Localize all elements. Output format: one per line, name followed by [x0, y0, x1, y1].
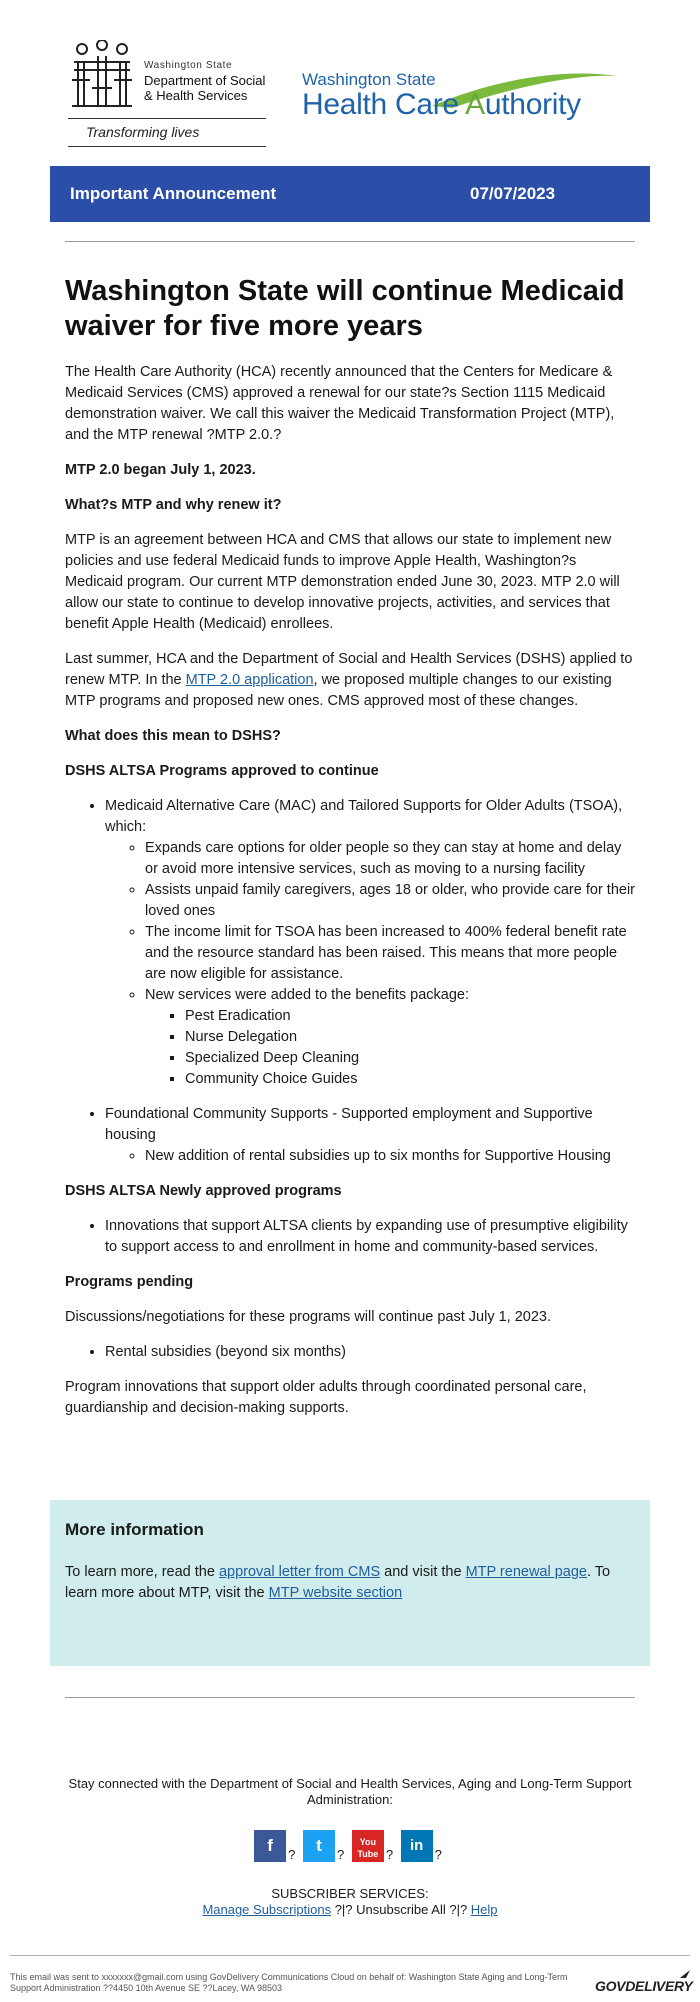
dshs-dept-line2: & Health Services [144, 88, 248, 103]
list-item [105, 796, 637, 1090]
fcs-list [65, 1104, 637, 1167]
banner-title: Important Announcement [70, 184, 277, 203]
fcs-sub-list [105, 1146, 637, 1167]
header-logos [50, 36, 650, 156]
hca-name-accent: A [465, 88, 485, 121]
new-programs-list [65, 1216, 637, 1258]
list-item [145, 985, 637, 1090]
subscriber-services [0, 1886, 700, 1918]
pending-footer-paragraph: Program innovations that support older adults through coordinated personal care, guardianship and decision-making supports. [65, 1379, 587, 1416]
mean-heading: What does this mean to DSHS? [65, 728, 281, 744]
help-link[interactable]: Help [470, 1902, 498, 1917]
social-separator: ? [288, 1847, 296, 1862]
dshs-dept-line1: Department of Social [144, 73, 266, 88]
pending-paragraph: Discussions/negotiations for these programs will continue past July 1, 2023. [65, 1309, 552, 1325]
mac-sub-list [105, 838, 637, 1090]
pending-list [65, 1342, 637, 1363]
list-item: ◦ Assists unpaid family caregivers, ages 18 or older, who provide care for their loved ones [145, 880, 637, 922]
hca-name-suffix: uthority [484, 88, 581, 121]
new-services-list [145, 1006, 637, 1090]
list-item: ▪ Specialized Deep Cleaning [185, 1048, 637, 1069]
hca-agency-name [302, 88, 581, 122]
approved-programs-list [65, 796, 637, 1090]
social-separator: ? [385, 1847, 394, 1862]
fcs-item-text: Foundational Community Supports - Supported employment and Supportive housing [105, 1106, 593, 1143]
govdelivery-logo: GOVDELIVERY [595, 1978, 693, 1994]
summer-text-after: , we proposed multiple changes to our existing MTP programs and proposed new ones. CMS approved most of these changes. [65, 672, 612, 709]
dshs-divider-bottom [68, 146, 266, 147]
banner-date: 07/07/2023 [470, 184, 556, 203]
dshs-logo [68, 36, 268, 151]
dshs-state-label: Washington State [144, 60, 233, 71]
fine-print-divider [10, 1955, 690, 1956]
announcement-banner [50, 166, 650, 222]
linkedin-icon[interactable]: in [401, 1830, 433, 1862]
manage-subscriptions-link[interactable]: Manage Subscriptions [202, 1902, 332, 1917]
intro-paragraph: The Health Care Authority (HCA) recently announced that the Centers for Medicare & Medicaid Services (CMS) approved a renewal for our state?s Section 1115 Medicaid demonstration waiver. We call this waiver the Medicaid Transformation Project (MTP), and the MTP renewal ?MTP 2.0.? [65, 364, 615, 443]
list-item [105, 1104, 637, 1167]
hca-state-label: Washington State [302, 70, 436, 89]
list-item: ▪ Pest Eradication [185, 1006, 637, 1027]
dshs-people-icon [68, 40, 136, 110]
social-separator: ? [434, 1847, 442, 1862]
social-links [0, 1830, 700, 1862]
more-text-3: . To learn more about MTP, visit the [65, 1564, 611, 1601]
approved-heading: DSHS ALTSA Programs approved to continue [65, 763, 379, 779]
approval-letter-link[interactable]: approval letter from CMS [218, 1564, 381, 1580]
subscriber-links [0, 1902, 700, 1918]
new-programs-heading: DSHS ALTSA Newly approved programs [65, 1183, 342, 1199]
list-item: ◦ Expands care options for older people so they can stay at home and delay or avoid more intensive services, such as moving to a nursing facility [145, 838, 637, 880]
facebook-icon[interactable]: f [254, 1830, 286, 1862]
list-item: ◦ The income limit for TSOA has been increased to 400% federal benefit rate and the resource standard has been raised. This means that more people are now eligible for assistance. [145, 922, 637, 985]
article-body [65, 274, 637, 1433]
twitter-icon[interactable]: t [303, 1830, 335, 1862]
dshs-department-name [144, 73, 265, 103]
mac-item-text: Medicaid Alternative Care (MAC) and Tailored Supports for Older Adults (TSOA), which: [105, 798, 623, 835]
list-item: • Rental subsidies (beyond six months) [105, 1342, 637, 1363]
hca-logo [302, 70, 622, 140]
dshs-divider [68, 118, 266, 119]
unsubscribe-text: ?|? Unsubscribe All ?|? [331, 1902, 471, 1917]
list-item: ▪ Nurse Delegation [185, 1027, 637, 1048]
mtp-website-link[interactable]: MTP website section [268, 1585, 403, 1601]
more-info-text [65, 1562, 640, 1604]
mtp-renewal-link[interactable]: MTP renewal page [465, 1564, 587, 1580]
more-info-box [50, 1500, 650, 1666]
youtube-icon[interactable]: You Tube [352, 1830, 384, 1862]
new-services-text: New services were added to the benefits package: [145, 987, 470, 1003]
stay-connected-text: Stay connected with the Department of Social and Health Services, Aging and Long-Term Support Administration: [68, 1776, 632, 1807]
fine-print: This email was sent to xxxxxxx@gmail.com using GovDelivery Communications Cloud on behalf of: Washington State Aging and Long-Term Support Administration ??4450 10th Avenue SE ??Lacey, WA 98503 [10, 1972, 568, 1993]
subscriber-services-label: SUBSCRIBER SERVICES: [271, 1886, 429, 1901]
summer-paragraph [65, 649, 637, 712]
dshs-tagline: Transforming lives [86, 124, 200, 140]
mtp-application-link[interactable]: MTP 2.0 application [185, 672, 314, 688]
top-divider [65, 241, 635, 242]
hca-name-prefix: Health Care [302, 88, 466, 121]
article-title: Washington State will continue Medicaid waiver for five more years [65, 275, 625, 342]
began-statement: MTP 2.0 began July 1, 2023. [65, 462, 256, 478]
what-heading: What?s MTP and why renew it? [65, 497, 282, 513]
list-item: • Innovations that support ALTSA clients by expanding use of presumptive eligibility to support access to and enrollment in home and community-based services. [105, 1216, 637, 1258]
govdelivery-mark-icon [680, 1970, 690, 1978]
what-paragraph: MTP is an agreement between HCA and CMS that allows our state to implement new policies and use federal Medicaid funds to improve Apple Health, Washington?s Medicaid program. Our current MTP demonstration ended June 30, 2023. MTP 2.0 will allow our state to continue to develop innovative projects, activities, and services that benefit Apple Health (Medicaid) enrollees. [65, 532, 620, 632]
summer-text-before: Last summer, HCA and the Department of Social and Health Services (DSHS) applied to renew MTP. In the [65, 651, 633, 688]
bottom-divider [65, 1697, 635, 1698]
list-item: ◦ New addition of rental subsidies up to six months for Supportive Housing [145, 1146, 637, 1167]
social-separator: ? [336, 1847, 345, 1862]
more-text-1: To learn more, read the [65, 1564, 219, 1580]
pending-heading: Programs pending [65, 1274, 194, 1290]
more-info-title: More information [65, 1520, 204, 1539]
more-text-2: and visit the [380, 1564, 466, 1580]
list-item: ▪ Community Choice Guides [185, 1069, 637, 1090]
